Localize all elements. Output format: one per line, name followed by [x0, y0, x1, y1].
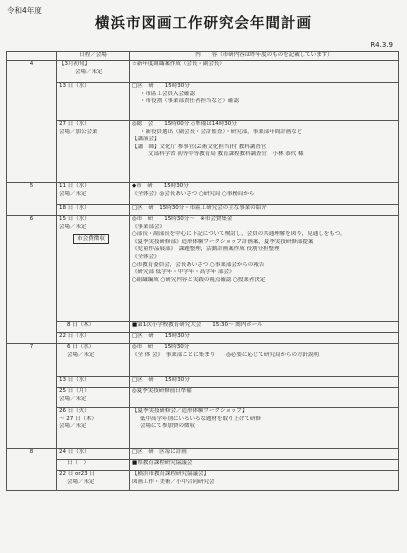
content-cell [130, 83, 399, 121]
date-text: 22 日（水） [59, 333, 90, 339]
date-text: 15 日（水） [59, 216, 90, 222]
date-text: 11 日（水） [59, 183, 90, 189]
content-line: ・新役員選出（副会長・会計監査）・研究部，事業部年間計画など [140, 128, 303, 135]
month-april: 4 [7, 61, 57, 183]
date-cell [57, 121, 130, 183]
date-text: 18 日（水） [59, 205, 90, 211]
content-cell [130, 333, 399, 344]
date-cell [57, 205, 130, 216]
date-cell [57, 471, 130, 491]
date-cell [57, 216, 130, 322]
content-line: 《全体会》 [132, 253, 160, 260]
content-header: 内 容（市研内容は昨年度のものを記載しています） [130, 52, 399, 61]
venue-text: 会場／加公会業 [59, 128, 98, 135]
content-cell [130, 460, 399, 471]
table-row [7, 471, 399, 491]
content-line: ○組織編成 ○研究内容と実践の視点確認 ○授業者決定 [132, 276, 266, 283]
month-july: 7 [7, 344, 57, 449]
content-line: ☆新年度組織案作成（会長・副会長） [132, 61, 225, 67]
date-cell [57, 61, 130, 83]
fee-collection-badge: 市会費徴収 [73, 234, 109, 244]
table-header-row [7, 52, 399, 61]
venue-text: 会場／未定 [59, 423, 87, 430]
content-line: 《夏季実技研修部》造形体験ワークショップ計画案，夏季実技研修部提案 [132, 238, 314, 245]
date-cell [57, 388, 130, 408]
content-line: ◎市 研 15時30分～ ※市会費集金 [132, 216, 233, 222]
content-line: 会場にて参加費の徴収 [140, 423, 196, 430]
content-line: ◎総 会 15時00分 ◇準備は14時30分 [132, 121, 237, 127]
date-text: 8 日（木） [67, 322, 95, 328]
content-line: 図画工作・美術／小中合同研究会 [132, 478, 215, 485]
month-may: 5 [7, 183, 57, 216]
venue-text: 会場／未定 [59, 190, 87, 197]
content-cell [130, 388, 399, 408]
content-line: 【講演会】 [132, 136, 160, 143]
venue-text: 会場／未定 [75, 68, 103, 75]
content-line: 低中高学年別にいろいろな題材を取り上げて研修 [140, 415, 262, 422]
venue-text: 会場／未定 [67, 478, 95, 485]
date-text: 26 日（火） [59, 408, 90, 414]
date-venue-header: 日程／会場 [57, 52, 130, 61]
table-row [7, 183, 399, 205]
venue-text: 会場／未定 [59, 395, 87, 402]
content-line: ■県教育課程研究協議会 [132, 460, 193, 466]
date-text: 13 日（水） [59, 83, 90, 89]
date-text: 22 日 or23 日 [59, 471, 95, 477]
content-cell [130, 183, 399, 205]
content-line: ■第1次小学校教育研究大会 15:30～ 関内ホール [132, 322, 263, 328]
table-row [7, 61, 399, 83]
content-line: ◆市 研 15時30分 [132, 183, 189, 189]
content-line: 《児童作品展部》 課題整理，活動計画案作成 役割分担整理 [132, 246, 280, 253]
content-line: ・市區工会員入会確認 [140, 90, 196, 97]
content-cell [130, 322, 399, 333]
date-cell [57, 449, 130, 460]
content-line: 《事業部会》 [132, 223, 166, 230]
content-cell [130, 408, 399, 449]
table-row [7, 377, 399, 388]
date-cell [57, 460, 130, 471]
content-cell [130, 121, 399, 183]
date-cell [57, 322, 130, 333]
content-line: ○市教育委員会，会長あいさつ ○事業部会からの報告 [132, 261, 265, 268]
table-row [7, 449, 399, 460]
content-cell [130, 61, 399, 83]
content-cell [130, 449, 399, 460]
date-text: 25 日（月） [59, 388, 90, 394]
date-text: 【3月初旬】 [59, 61, 90, 67]
content-line: 文部科学省 初等中等教育局 教育課程教科調査官 小林 恭代 様 [148, 151, 304, 158]
content-line: ○部長・副部長を中心に下記について検討し，会員の共通理解を図り，見通しをもつ。 [132, 231, 346, 238]
date-cell [57, 333, 130, 344]
date-text-end: ～ 27 日（木） [59, 415, 97, 422]
revision-date: R4.3.9 [370, 41, 393, 49]
table-row [7, 322, 399, 333]
content-line: 《全体会》◎会長あいさつ ○研究局 ○事務局から [132, 190, 255, 197]
date-text: 13 日（水） [59, 377, 90, 383]
content-line: □区 研 15時30分 [132, 333, 190, 339]
date-text: 27 日（水） [59, 121, 90, 127]
month-august: 8 [7, 449, 57, 491]
date-cell [57, 377, 130, 388]
content-cell [130, 216, 399, 322]
table-row [7, 408, 399, 449]
table-row [7, 460, 399, 471]
venue-text: 会場／未定 [59, 223, 87, 230]
content-line: □区 研 15時30分・市區工研究会の主な事業の紹介 [132, 205, 267, 211]
table-row [7, 388, 399, 408]
table-row [7, 333, 399, 344]
month-header [7, 52, 57, 61]
content-line: ・市役割（事業部責任者担当など）確認 [140, 98, 240, 105]
month-june: 6 [7, 216, 57, 344]
content-line: 【横浜市教育課程研究協議会】 [132, 471, 210, 477]
content-cell [130, 205, 399, 216]
table-row [7, 344, 399, 377]
page-title: 横浜市図画工作研究会年間計画 [95, 16, 312, 32]
content-line: □区 研 15時30分 [132, 83, 190, 89]
table-row [7, 216, 399, 322]
date-text: 日（ ） [67, 460, 90, 466]
content-line: 【夏季実技研修会／造形体験ワークショップ】 [132, 408, 248, 414]
date-cell [57, 344, 130, 377]
fiscal-year-label: 令和4年度 [7, 6, 42, 15]
date-text: 6 日（水） [67, 344, 95, 350]
table-row [7, 205, 399, 216]
table-row [7, 121, 399, 183]
venue-text: 会場／未定 [67, 351, 95, 358]
content-line: □区 研 区毎に計画 [132, 449, 187, 455]
content-cell [130, 471, 399, 491]
content-line: ◎夏季実技研修前日準備 [132, 388, 192, 394]
content-cell [130, 377, 399, 388]
content-line: ◎市 研 15時30分 [132, 344, 190, 350]
date-cell [57, 183, 130, 205]
content-line: 《全 体 会》 事業部ごとに集まり ◎必要に応じて研究局からの方針説明 [132, 351, 320, 358]
content-line: 《研究部 低学年・中学年・高学年 部会》 [132, 269, 235, 276]
date-cell [57, 83, 130, 121]
date-cell [57, 408, 130, 449]
content-line: 【講 師】文化庁 参事官(芸術文化担当)付 教科調査官 [132, 143, 267, 150]
date-text: 24 日（水） [59, 449, 90, 455]
content-line: □区 研 15時30分 [132, 377, 190, 383]
table-row [7, 83, 399, 121]
content-cell [130, 344, 399, 377]
annual-plan-table [6, 51, 399, 491]
